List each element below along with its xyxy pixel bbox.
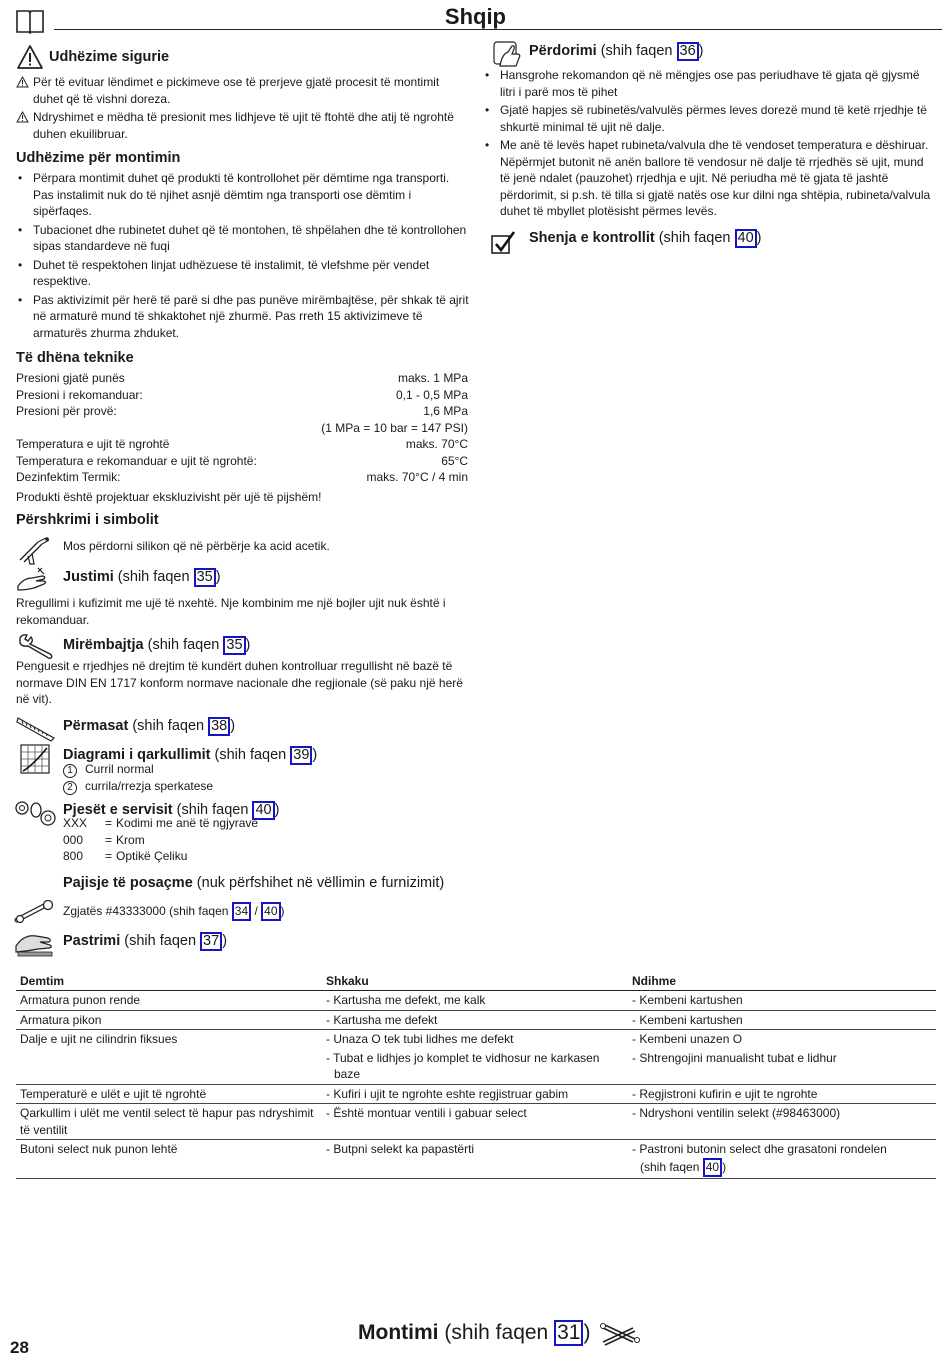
usage-title: Përdorimi (shih faqen 36 )	[529, 43, 704, 59]
maintenance-text: Penguesit e rrjedhjes në drejtim të kundërt duhen kontrolluar rregullisht në bazë të normave DIN EN 1717 konform normave nacionale dhe regjionale (së paku një herë në vit).	[16, 659, 463, 706]
ruler-icon	[16, 714, 56, 742]
extension-tool-icon	[14, 900, 56, 926]
safety-item: Për të evituar lëndimet e pickimeve ose të prerjeve gjatë procesit të montimit duhet që të vishni doreza.	[16, 74, 471, 107]
safety-title: Udhëzime sigurie	[49, 49, 170, 65]
spare-codes	[63, 815, 258, 865]
page-link[interactable]: 36	[677, 42, 699, 61]
flow-legend-item: 2 currila/rrezja sperkatese	[63, 778, 213, 795]
safety-list	[16, 74, 471, 142]
page-link[interactable]: 31	[554, 1320, 583, 1346]
warning-small-icon	[16, 111, 29, 123]
usage-hand-icon	[490, 40, 524, 68]
list-item: • Duhet të respektohen linjat udhëzuese të instalimit, të vlefshme për vendet respektive.	[16, 257, 471, 290]
page-link[interactable]: 34	[232, 902, 251, 921]
spare-parts-icon	[14, 798, 56, 828]
spare-code-row: 800 = Optikë Çeliku	[63, 849, 188, 863]
technical-row: Temperatura e rekomanduar e ujit të ngrohtë: 65°C	[16, 453, 468, 468]
page-link[interactable]: 35	[194, 568, 216, 587]
list-item: • Pas aktivizimit për herë të parë si dhe pas punëve mirëmbajtëse, për shkak të ajrit në armaturë mund të shkaktohet një zhurmë. Pas rreth 15 aktivizimeve të armaturës zhurma zhduket.	[16, 292, 471, 342]
adjust-title: Justimi (shih faqen 35 )	[63, 569, 221, 585]
table-row: Qarkullim i ulët me ventil select të hapur pas ndryshimit të ventilit - Është montuar ventili i gabuar select - Ndryshoni ventilin selekt (#98463000)	[16, 1104, 936, 1140]
page-number: 28	[10, 1338, 29, 1357]
extension-note: Zgjatës #43333000 (shih faqen 34 / 40 )	[63, 902, 285, 921]
technical-title: Të dhëna teknike	[16, 350, 134, 366]
column-header: Demtim	[16, 972, 322, 991]
maintenance-title: Mirëmbajtja (shih faqen 35 )	[63, 637, 251, 653]
technical-row: Presioni për provë: 1,6 MPa	[16, 404, 468, 418]
flow-legend-item: 1 Curril normal	[63, 761, 213, 778]
technical-row: Presioni i rekomanduar: 0,1 - 0,5 MPa	[16, 387, 468, 402]
technical-row: (1 MPa = 10 bar = 147 PSI)	[321, 420, 468, 435]
book-icon	[15, 8, 45, 34]
page-link[interactable]: 35	[223, 636, 245, 655]
list-item: • Me anë të levës hapet rubineta/valvula dhe të vendoset temperatura e dëshiruar. Nëpërmjet butonit në anën ballore të vendosur në dalje të rrjedhës së ujit, mund të jenë ndalet (pauzohet) rrjedhja e ujit. Në periudha më të gjata të jashtë përdorimit, si p.sh. të tilla si gjatë natës ose kur dilni nga shtëpia, rubineta/valvula duhet të mbyllet plotësisht përmes levës.	[483, 137, 935, 220]
assembly-title: Udhëzime për montimin	[16, 150, 181, 166]
assembly-list	[16, 170, 471, 343]
safety-item: Ndryshimet e mëdha të presionit mes lidhjeve të ujit të ftohtë dhe atij të ngrohtë duhen ekuilibruar.	[16, 109, 471, 142]
table-row: Butoni select nuk punon lehtë - Butpni selekt ka papastërti - Pastroni butonin select dhe grasatoni rondelen (shih faqen 40 )	[16, 1140, 936, 1179]
usage-list	[483, 67, 935, 222]
column-header: Shkaku	[322, 972, 628, 991]
dimensions-title: Përmasat (shih faqen 38 )	[63, 718, 236, 734]
wrench-icon	[16, 632, 56, 660]
page-link[interactable]: 38	[208, 717, 230, 736]
list-item: • Hansgrohe rekomandon që në mëngjes ose pas periudhave të gjata që gjysmë litri i parë mos të pihet	[483, 67, 935, 100]
checkmark-icon	[490, 230, 518, 256]
list-item: • Tubacionet dhe rubinetet duhet që të montohen, të shpëlahen dhe të kontrollohen sipas standardeve në fuqi	[16, 222, 471, 255]
page-language-title: Shqip	[444, 4, 506, 29]
special-accessories-title: Pajisje të posaçme (nuk përfshihet në vëllimin e furnizimit)	[63, 875, 445, 891]
technical-row: Temperatura e ujit të ngrohtë maks. 70°C	[16, 437, 468, 451]
silicone-gun-icon	[16, 536, 52, 566]
technical-table	[16, 370, 468, 505]
list-item: • Gjatë hapjes së rubinetës/valvulës përmes leves dorezë mund të ketë rrjedhje të shkurtë minimal të ujit në dalje.	[483, 102, 935, 135]
technical-row: Dezinfektim Termik: maks. 70°C / 4 min	[16, 470, 468, 484]
check-title: Shenja e kontrollit (shih faqen 40 )	[529, 230, 762, 246]
column-header: Ndihme	[628, 972, 936, 991]
table-row: Armatura punon rende - Kartusha me defekt, me kalk - Kembeni kartushen	[16, 991, 936, 1011]
spare-parts-title: Pjesët e servisit (shih faqen 40 )	[63, 802, 280, 818]
number-circle: 2	[63, 781, 77, 795]
flow-diagram-icon	[20, 744, 50, 774]
silicone-note: Mos përdorni silikon që në përbërje ka acid acetik.	[63, 539, 330, 553]
page-link[interactable]: 40	[735, 229, 757, 248]
page-link[interactable]: 40	[261, 902, 280, 921]
page-link[interactable]: 40	[252, 801, 274, 820]
spare-code-row: 000 = Krom	[63, 832, 145, 847]
table-row: Armatura pikon - Kartusha me defekt - Kembeni kartushen	[16, 1010, 936, 1030]
technical-row: Presioni gjatë punës maks. 1 MPa	[16, 371, 468, 385]
page-link[interactable]: 40	[703, 1158, 722, 1177]
adjust-text: Rregullimi i kufizimit me ujë të nxehtë. Nje kombinim me një bojler ujit nuk është i rekomanduar.	[16, 596, 446, 627]
page-link[interactable]: 37	[200, 932, 222, 951]
list-item: • Përpara montimit duhet që produkti të kontrollohet për dëmtime nga transporti. Pas instalimit nuk do të njihet asnjë dëmtim nga transporti ose dëmtim i sipërfaqes.	[16, 170, 471, 220]
adjust-hand-icon	[16, 566, 50, 592]
flow-title: Diagrami i qarkullimit (shih faqen 39 )	[63, 747, 318, 763]
symbols-title: Përshkrimi i simbolit	[16, 512, 159, 528]
table-header-row	[16, 972, 936, 991]
table-row: Temperaturë e ulët e ujit të ngrohtë - Kufiri i ujit te ngrohte eshte regjistruar gabim - Regjistroni kufirin e ujit te ngrohte	[16, 1084, 936, 1104]
cleaning-title: Pastrimi (shih faqen 37 )	[63, 933, 228, 949]
cleaning-hand-icon	[14, 928, 56, 958]
number-circle: 1	[63, 764, 77, 778]
page-link[interactable]: 39	[290, 746, 312, 765]
montimi-reference: Montimi (shih faqen 31 )	[358, 1321, 591, 1344]
technical-note: Produkti është projektuar ekskluzivisht për ujë të pijshëm!	[16, 489, 322, 504]
table-row: Dalje e ujit ne cilindrin fiksues - Unaza O tek tubi lidhes me defekt - Tubat e lidhjes jo komplet te vidhosur ne karkasen baze - Kembeni unazen O - Shtrengojini manualisht tubat e lidhur	[16, 1030, 936, 1085]
flow-legend	[63, 761, 213, 795]
troubleshooting-table	[16, 972, 936, 1179]
warning-icon	[16, 44, 44, 70]
spare-code-row: XXX = Kodimi me anë të ngjyrave	[63, 816, 259, 830]
tools-icon	[600, 1322, 640, 1348]
warning-small-icon	[16, 76, 29, 88]
